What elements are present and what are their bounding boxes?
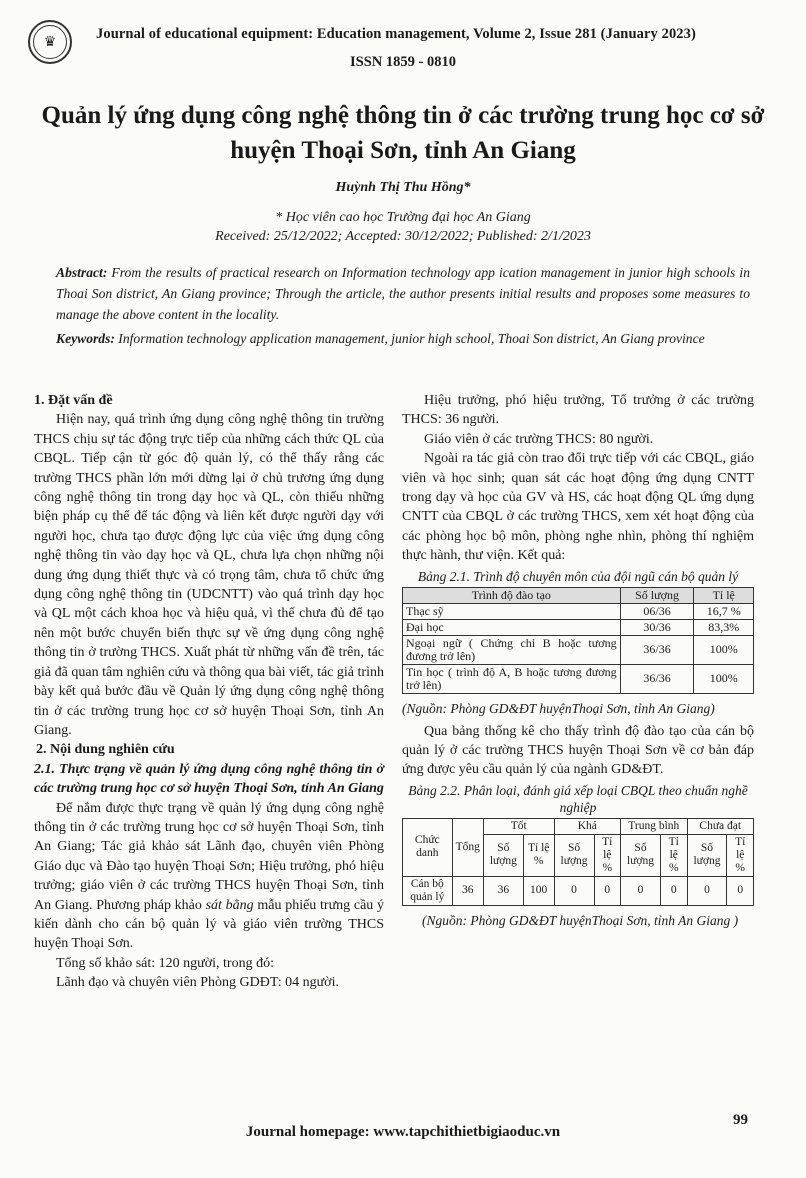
table-caption: Bảng 2.2. Phân loại, đánh giá xếp loại CBQL theo chuẩn nghề nghiệp xyxy=(408,782,748,815)
table-cell: 0 xyxy=(687,876,727,905)
dates: Received: 25/12/2022; Accepted: 30/12/2022; Published: 2/1/2023 xyxy=(215,229,591,244)
table-header: Chưa đạt xyxy=(687,818,753,834)
keywords xyxy=(56,328,750,349)
paragraph: Tổng số khảo sát: 120 người, trong đó: xyxy=(56,955,274,971)
issn: ISSN 1859 - 0810 xyxy=(350,54,456,70)
table-row xyxy=(403,619,754,635)
table-header: Tốt xyxy=(483,818,554,834)
table-subheader: Tỉ lệ % xyxy=(727,834,754,876)
table-cell: 83,3% xyxy=(694,619,754,635)
table-header: Số lượng xyxy=(620,587,694,603)
paragraph: Qua bảng thống kê cho thấy trình độ đào tạo của cán bộ quản lý ở các trường THCS huyện Thoại Sơn về cơ bản đáp ứng được yêu cầu quản lý của ngành GD&ĐT. xyxy=(402,723,754,778)
paragraph-emphasis: sát bằng xyxy=(205,897,254,913)
paragraph: Hiệu trưởng, phó hiệu trưởng, Tổ trưởng ở các trường THCS: 36 người. xyxy=(402,393,754,428)
rating-table xyxy=(402,818,754,906)
paragraph: Giáo viên ở các trường THCS: 80 người. xyxy=(424,431,654,447)
table-cell: 0 xyxy=(660,876,687,905)
table-cell: 0 xyxy=(594,876,621,905)
table-subheader: Số lượng xyxy=(621,834,661,876)
table-source: (Nguồn: Phòng GD&ĐT huyệnThoại Sơn, tỉnh An Giang ) xyxy=(422,912,739,928)
table-cell: Đại học xyxy=(403,619,621,635)
paragraph: Hiện nay, quá trình ứng dụng công nghệ thông tin trường THCS chịu sự tác động trực tiếp của những cách thức QL của CBQL. Tiếp cận từ góc độ quản lý, có thể thấy rằng các trường THCS phần lớn mới dừng lại ở chủ trương ứng dụng công nghệ thông tin trong dạy học và QL, còn thiếu những biện pháp cụ thể để tác động và liên kết được người dạy với người học, chưa tạo được động lực của việc ứng dụng công nghệ thông tin vào dạy học và QL, chưa lựa chọn những nội dung ứng dụng thiết thực và có trọng tâm, chưa tổ chức ứng dụng công nghệ thông tin (UDCNTT) vào quá trình dạy học và QL một cách khoa học và hiệu quả, vì thế chưa đủ để tạo nên một bước chuyển biến thực sự về ứng dụng công nghệ thông tin ở trường THCS. Xuất phát từ những vấn đề trên, tác giả đã quan tâm nghiên cứu và thông qua bài viết, tác giả trình bày kết quả bước đầu về Quản lý ứng dụng công nghệ thông tin ở các trường trung học cơ sở huyện Thoại Sơn, tỉnh An Giang. xyxy=(34,412,384,738)
table-cell: 30/36 xyxy=(620,619,694,635)
table-cell: 0 xyxy=(727,876,754,905)
section-heading: 1. Đặt vấn đề xyxy=(34,393,113,408)
table-cell: 100 xyxy=(523,876,554,905)
table-header: Chức danh xyxy=(403,818,453,876)
qualification-table xyxy=(402,587,754,694)
table-subheader: Số lượng xyxy=(554,834,594,876)
table-header: Trung bình xyxy=(621,818,687,834)
paragraph-text: mẫu phiếu trưng cầu ý kiến dành cho cán bộ quản lý và giáo viên trường THCS huyện Thoại Sơn. xyxy=(34,897,385,952)
crown-icon: ♛ xyxy=(33,25,67,59)
affiliation-block xyxy=(0,208,806,246)
table-cell: 16,7 % xyxy=(694,603,754,619)
paragraph: Lãnh đạo và chuyên viên Phòng GDĐT: 04 người. xyxy=(56,975,339,991)
table-cell: 36 xyxy=(483,876,523,905)
table-header: Khá xyxy=(554,818,620,834)
table-caption: Bảng 2.1. Trình độ chuyên môn của đội ngũ cán bộ quản lý xyxy=(417,568,739,584)
page-number: 99 xyxy=(733,1112,748,1128)
keywords-label: Keywords: xyxy=(56,331,115,346)
section-heading: 2. Nội dung nghiên cứu xyxy=(36,742,175,758)
paragraph: Ngoài ra tác giả còn trao đổi trực tiếp với các CBQL, giáo viên và học sinh; quan sát các hoạt động ứng dụng CNTT trong dạy và học của GV và HS, các hoạt động QL ứng dụng CNTT của CBQL ở các trường THCS, xem xét hoạt động của các phòng học bộ môn, phòng nghe nhìn, phòng thí nghiệm thực hành, thư viện. Kết quả: xyxy=(402,451,754,564)
table-cell: Cán bộ quản lý xyxy=(403,876,453,905)
paragraph-text: Để nắm được thực trạng về quản lý ứng dụng công nghệ thông tin ở các trường trung học cơ sở huyện Thoại Sơn, tỉnh An Giang; Tác giả khảo sát Lãnh đạo, chuyên viên Phòng Giáo dục và Đào tạo huyện Thoại Sơn; Hiệu trưởng, phó hiệu trưởng; giáo viên ở các trường THCS huyện Thoại Sơn, tỉnh An Giang. Phương pháp khảo xyxy=(34,800,384,913)
table-row xyxy=(403,664,754,693)
author: Huỳnh Thị Thu Hồng* xyxy=(335,180,471,195)
table-cell: Thạc sỹ xyxy=(403,603,621,619)
table-cell: 100% xyxy=(694,635,754,664)
table-header: Trình độ đào tạo xyxy=(403,587,621,603)
paragraph xyxy=(34,799,384,954)
table-header-row xyxy=(403,818,754,834)
subsection-heading: 2.1. Thực trạng về quản lý ứng dụng công nghệ thông tin ở các trường trung học cơ sở huyện Thoại Sơn, tỉnh An Giang xyxy=(34,761,384,797)
table-cell: Tin học ( trình độ A, B hoặc tương đương trở lên) xyxy=(403,664,621,693)
journal-homepage: Journal homepage: www.tapchithietbigiaoduc.vn xyxy=(245,1124,561,1140)
keywords-text: Information technology application management, junior high school, Thoai Son district, An Giang province xyxy=(114,331,705,346)
table-cell: 36/36 xyxy=(620,664,694,693)
table-cell: 0 xyxy=(554,876,594,905)
table-cell: 100% xyxy=(694,664,754,693)
table-header: Tổng xyxy=(452,818,483,876)
affiliation: * Học viên cao học Trường đại học An Giang xyxy=(275,210,531,225)
table-subheader: Số lượng xyxy=(687,834,727,876)
table-cell: 36 xyxy=(452,876,483,905)
table-cell: 36/36 xyxy=(620,635,694,664)
right-column xyxy=(402,391,754,930)
abstract-text: From the results of practical research on Information technology app ication management in junior high schools in Thoai Son district, An Giang province; Through the article, the author presents initial results and proposes some measures to manage the above content in the locality. xyxy=(56,265,750,322)
table-subheader: Tỉ lệ % xyxy=(594,834,621,876)
table-cell: 06/36 xyxy=(620,603,694,619)
table-row xyxy=(403,635,754,664)
table-header: Tỉ lệ xyxy=(694,587,754,603)
left-column xyxy=(34,391,384,993)
article-title: Quản lý ứng dụng công nghệ thông tin ở các trường trung học cơ sở huyện Thoại Sơn, tỉnh An Giang xyxy=(41,102,765,164)
table-cell: 0 xyxy=(621,876,661,905)
journal-header: Journal of educational equipment: Education management, Volume 2, Issue 281 (January 2023) xyxy=(96,26,696,42)
table-subheader: Số lượng xyxy=(483,834,523,876)
table-cell: Ngoại ngữ ( Chứng chỉ B hoặc tương đương trở lên) xyxy=(403,635,621,664)
table-row xyxy=(403,603,754,619)
table-header-row xyxy=(403,587,754,603)
abstract xyxy=(56,262,750,325)
table-row xyxy=(403,876,754,905)
abstract-label: Abstract: xyxy=(56,265,108,280)
table-subheader: Tỉ lệ % xyxy=(523,834,554,876)
table-source: (Nguồn: Phòng GD&ĐT huyệnThoại Sơn, tỉnh An Giang) xyxy=(402,700,715,716)
table-subheader: Tỉ lệ % xyxy=(660,834,687,876)
